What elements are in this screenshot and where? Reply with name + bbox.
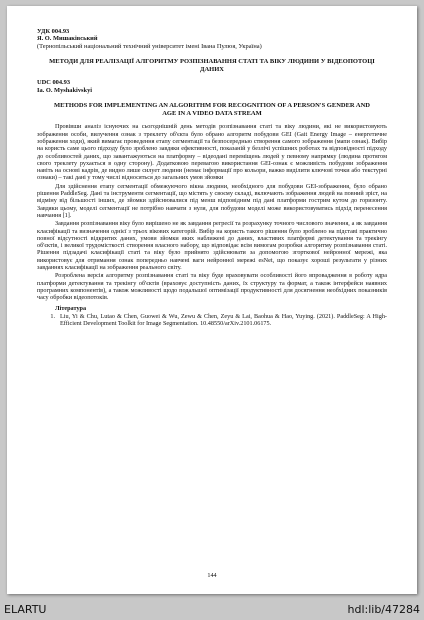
footer-bar [0, 600, 424, 620]
page-number: 144 [207, 572, 217, 579]
author-ua: Я. О. Мишаківський [37, 35, 98, 43]
paragraph-2: Для здійснення етапу сегментації обмежуючого вікна людини, необхідного для побудови GEI-зображення, було обрано рішення PaddleSeg. Дані та інструменти сегментації, що містять у своєму складі, включають зображення людей на повний зріст, на відміну від більшості інших, де зйомки здійснювалися під менш відповідним під дані платформи гострим кутом до горизонту. Завдяки цьому, моделі сегментації не потрібно навчати з нуля, для побудови моделі може використовуватись підхід перенесення навчання [1]. [37, 182, 387, 219]
repository-label: ELARTU [4, 603, 47, 616]
paragraph-3: Завдання розпізнавання віку було вирішено не як завдання регресії та розрахунку точного числового значення, а як завдання класифікації та визначення однієї з трьох вікових категорій. Вибір на користь такого рішення було зроблено на підставі практично повної відсутності відкритих даних, умови зйомки яких наближені до даних, властивих платформі детектування та трекінгу об'єктів, і великої трудомісткості створення власного набору, що відповідає всім вимогам розробки алгоритму розпізнавання статі. Рішення підзадачі класифікації статі та віку було прийнято здійснювати за допомогою згорткової нейронної мережі, яка використовує для отримання ознак попередньо навчені ваги нейронної мережі esNet, що показує хороші результати у різних завданнях класифікації на зображення реального світу. [37, 220, 387, 272]
udc-ua: УДК 004.93 [37, 28, 70, 35]
handle-label: hdl:lib/47284 [347, 603, 420, 616]
paragraph-4: Розроблена версія алгоритму розпізнавання статі та віку буде враховувати особливості його впровадження в роботу ядра платформи детектування та трекінгу об'єктів (враховує доступність даних, їх структуру та формат, а також інтерфейси наявних програмних компонентів), а також можливості щодо подальшої оптимізації продуктивності для досягнення необхідних показників часу обробки відеопотоків. [37, 272, 387, 302]
title-ua: МЕТОДИ ДЛЯ РЕАЛІЗАЦІЇ АЛГОРИТМУ РОЗПІЗНАВАННЯ СТАТІ ТА ВІКУ ЛЮДИНИ У ВІДЕОПОТОЦІ ДАНИХ [49, 58, 375, 73]
reference-text: Liu, Yi & Chu, Lutao & Chen, Guowei & Wu, Zewu & Chen, Zeyu & Lai, Baohua & Hao, Yuying. (2021). PaddleSeg: A High-Efficient Development Toolkit for Image Segmentation. 10.48550/arXiv.2101.06175. [60, 312, 387, 328]
udc-en: UDC 004.93 [37, 79, 71, 87]
reference-item [37, 313, 387, 328]
document-content [37, 28, 387, 327]
document-page [7, 6, 417, 594]
paragraph-1: Провівши аналіз існуючих на сьогоднішній день методів розпізнавання статі та віку людини, які не використовують зображення особи, вилучення ознак з треклету об'єкта було обрано алгоритм побудови GEI (Gait Energy Image – енергетичне зображення ходи), який вимагає проведення етапу сегментації та безпосереднью створення самого зображення (мапи ознак). Вибір на користь саме цього підходу було зроблено завдяки ефективності, показаній у безлічі успішних роботах та відповідності підходу до особливостей даних, що завантажуються на платформу – відеодані переміщень людей у певному напрямку (людина протягом свого треклету рухається в одну сторону). Додатковою перевагою використання GEI-ознак є можливість побудови зображення навіть на основі кадрів, де видно лише силует людини (немає інформації про кольори, важко виділити ключові точки або текстурні ознаки) – такі дані у тому числі відносяться до загальних умов зйомки [37, 123, 387, 182]
references-heading: Література [55, 304, 87, 312]
affiliation-ua: (Тернопільський національний технічний університет імені Івана Пулюя, Україна) [37, 42, 262, 50]
title-en: METHODS FOR IMPLEMENTING AN ALGORITHM FOR RECOGNITION OF A PERSON'S GENDER AND AGE IN A VIDEO DATA STREAM [54, 102, 370, 117]
reference-number: 1. [50, 312, 55, 320]
author-en: Ia. O. Myshakivskyi [37, 86, 93, 94]
